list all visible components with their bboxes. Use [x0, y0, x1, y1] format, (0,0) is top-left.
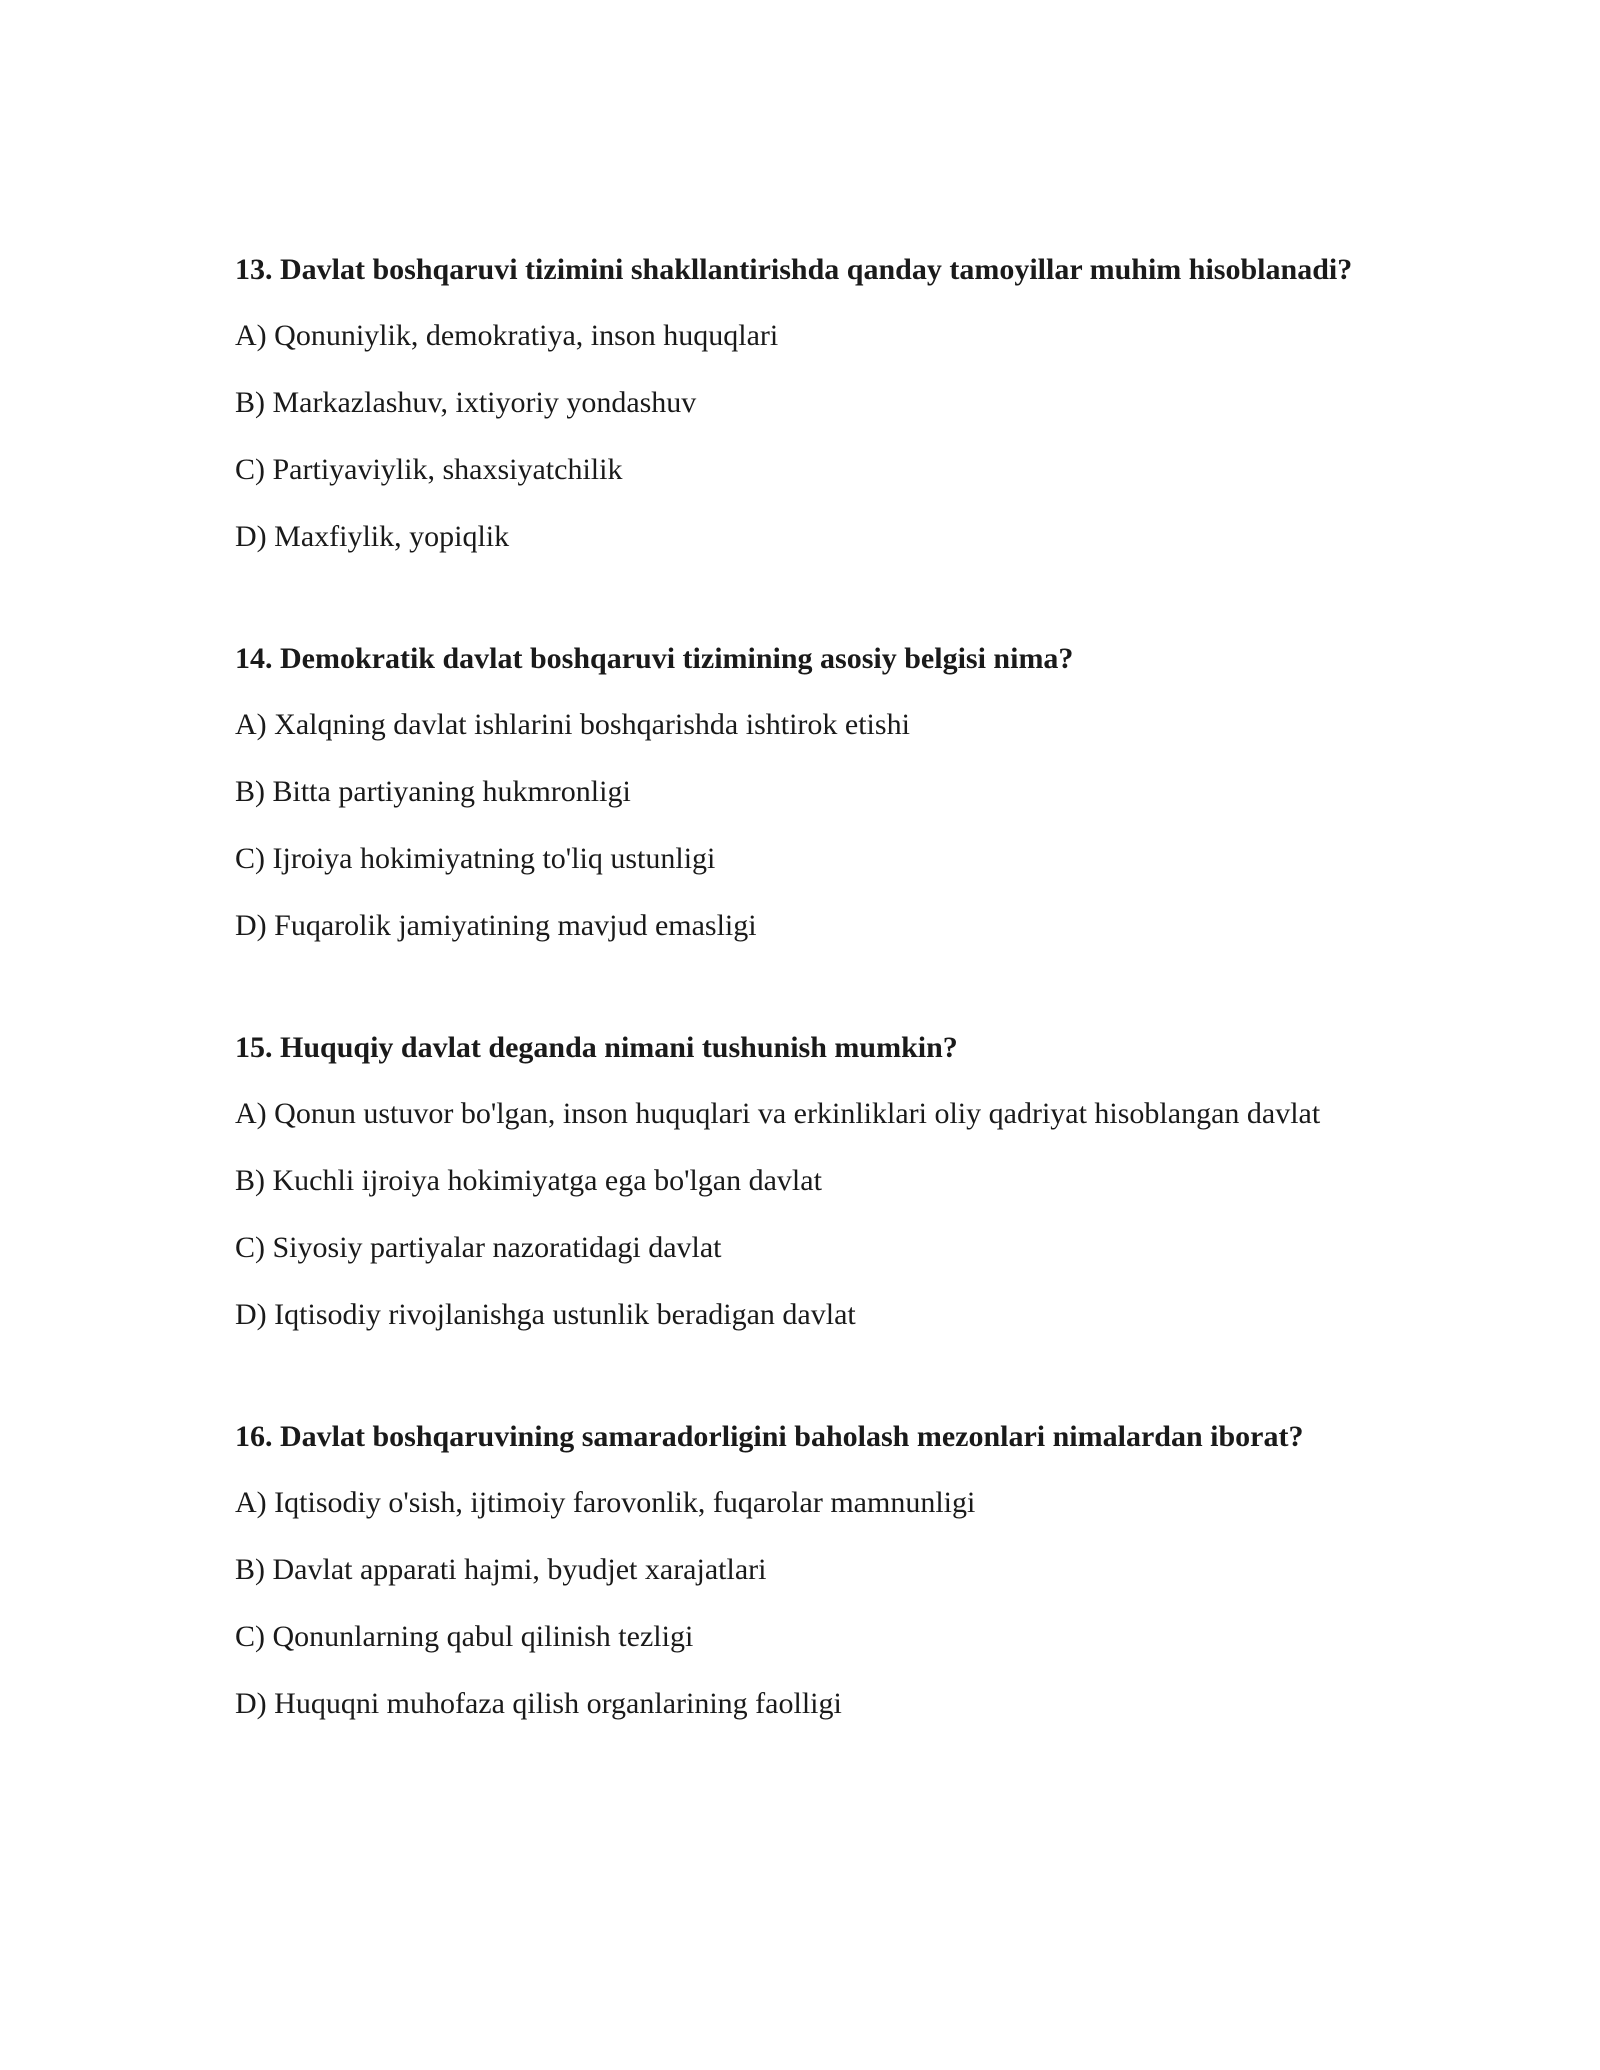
option-a: A) Qonuniylik, demokratiya, inson huquqlari	[235, 319, 779, 352]
option-c: C) Siyosiy partiyalar nazoratidagi davlat	[235, 1231, 722, 1264]
option-b: B) Kuchli ijroiya hokimiyatga ega bo'lgan davlat	[235, 1164, 822, 1197]
option-d: D) Huquqni muhofaza qilish organlarining faolligi	[235, 1687, 842, 1720]
question-15	[235, 1028, 1395, 1335]
option-d: D) Maxfiylik, yopiqlik	[235, 520, 510, 553]
document-page	[235, 250, 1395, 1724]
option-b: B) Davlat apparati hajmi, byudjet xarajatlari	[235, 1553, 767, 1586]
option-c: C) Qonunlarning qabul qilinish tezligi	[235, 1620, 694, 1653]
option-c: C) Ijroiya hokimiyatning to'liq ustunligi	[235, 842, 716, 875]
option-d: D) Iqtisodiy rivojlanishga ustunlik beradigan davlat	[235, 1298, 856, 1331]
option-a: A) Xalqning davlat ishlarini boshqarishda ishtirok etishi	[235, 708, 910, 741]
question-title: 14. Demokratik davlat boshqaruvi tizimining asosiy belgisi nima?	[235, 642, 1074, 675]
question-14	[235, 639, 1395, 946]
option-d: D) Fuqarolik jamiyatining mavjud emasligi	[235, 909, 757, 942]
option-c: C) Partiyaviylik, shaxsiyatchilik	[235, 453, 623, 486]
option-a: A) Iqtisodiy o'sish, ijtimoiy farovonlik, fuqarolar mamnunligi	[235, 1486, 976, 1519]
option-a: A) Qonun ustuvor bo'lgan, inson huquqlari va erkinliklari oliy qadriyat hisoblangan davlat	[235, 1097, 1321, 1130]
question-title: 15. Huquqiy davlat deganda nimani tushunish mumkin?	[235, 1031, 958, 1064]
option-b: B) Bitta partiyaning hukmronligi	[235, 775, 631, 808]
question-title: 16. Davlat boshqaruvining samaradorligini baholash mezonlari nimalardan iborat?	[235, 1420, 1304, 1453]
question-title: 13. Davlat boshqaruvi tizimini shakllantirishda qanday tamoyillar muhim hisoblanadi?	[235, 253, 1353, 286]
question-13	[235, 250, 1395, 557]
option-b: B) Markazlashuv, ixtiyoriy yondashuv	[235, 386, 697, 419]
question-16	[235, 1417, 1395, 1724]
